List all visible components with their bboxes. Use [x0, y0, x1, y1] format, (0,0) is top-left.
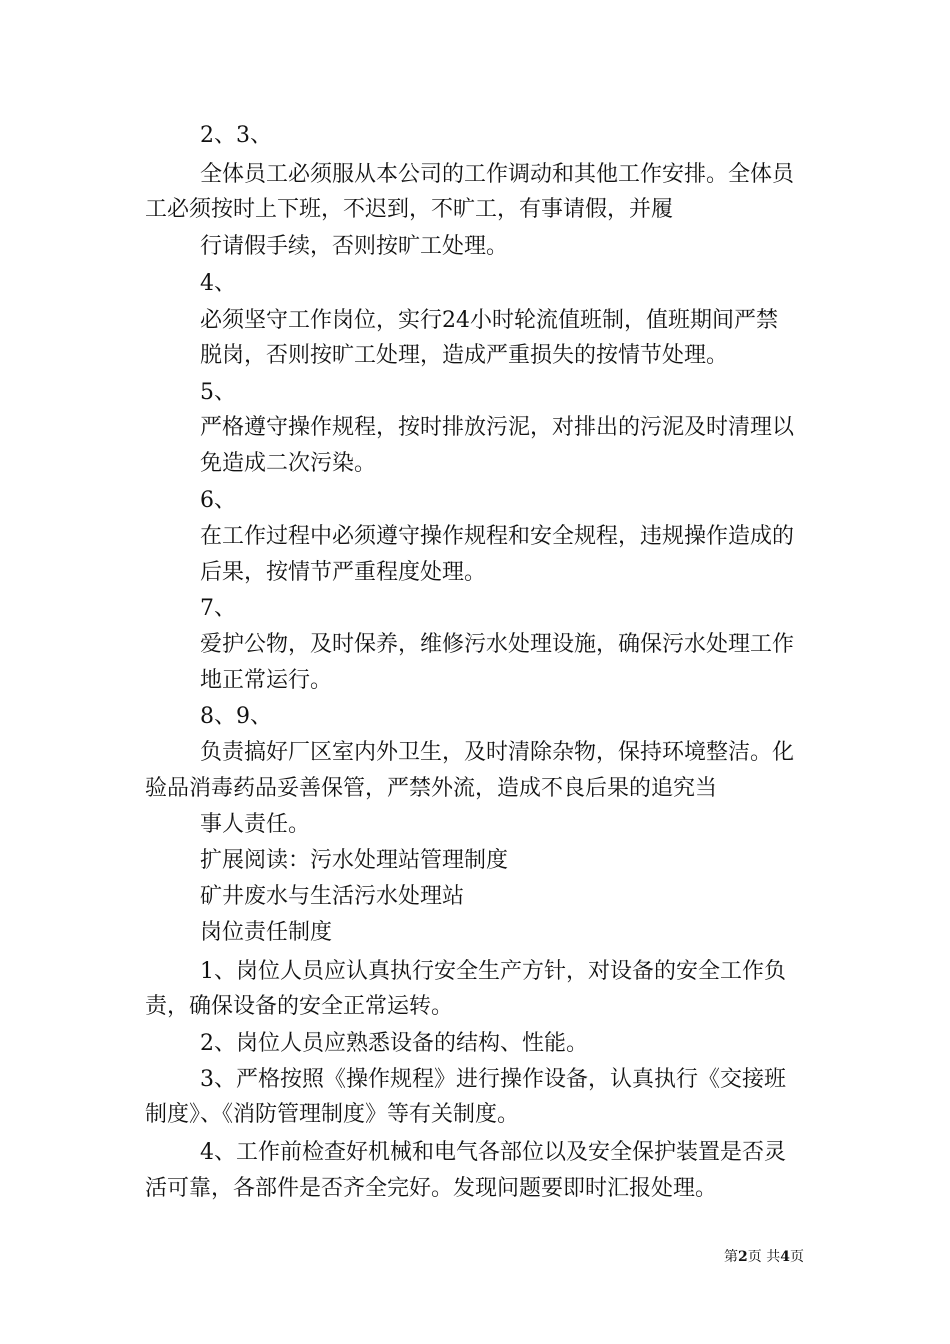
text-line: 脱岗，否则按旷工处理，造成严重损失的按情节处理。 — [200, 343, 729, 368]
footer-total-pages: 4 — [780, 1249, 790, 1265]
text-line: 3、严格按照《操作规程》进行操作设备，认真执行《交接班 — [200, 1067, 786, 1092]
text-line: 验品消毒药品妥善保管，严禁外流，造成不良后果的追究当 — [145, 776, 718, 801]
text-line: 1、岗位人员应认真执行安全生产方针，对设备的安全工作负 — [200, 959, 786, 984]
footer-prefix: 第 — [724, 1249, 738, 1265]
text-line: 活可靠，各部件是否齐全完好。发现问题要即时汇报处理。 — [145, 1176, 718, 1201]
text-line: 全体员工必须服从本公司的工作调动和其他工作安排。全体员 — [200, 162, 795, 187]
text-line: 责，确保设备的安全正常运转。 — [145, 994, 454, 1019]
text-line: 免造成二次污染。 — [200, 451, 377, 476]
text-line: 岗位责任制度 — [200, 920, 333, 945]
text-line: 矿井废水与生活污水处理站 — [200, 884, 465, 909]
page-footer — [724, 1248, 804, 1266]
text-line: 扩展阅读：污水处理站管理制度 — [200, 848, 509, 873]
text-line: 工必须按时上下班，不迟到，不旷工，有事请假，并履 — [145, 197, 674, 222]
text-line: 严格遵守操作规程，按时排放污泥，对排出的污泥及时清理以 — [200, 415, 795, 440]
text-line: 爱护公物，及时保养，维修污水处理设施，确保污水处理工作 — [200, 632, 795, 657]
text-line: 8、9、 — [200, 704, 272, 729]
text-line: 必须坚守工作岗位，实行24小时轮流值班制，值班期间严禁 — [200, 308, 778, 333]
text-line: 7、 — [200, 596, 236, 621]
text-line: 事人责任。 — [200, 812, 311, 837]
text-line: 6、 — [200, 488, 236, 513]
footer-middle: 页 共 — [747, 1249, 781, 1265]
text-line: 5、 — [200, 380, 236, 405]
footer-current-page: 2 — [738, 1249, 748, 1265]
text-line: 后果，按情节严重程度处理。 — [200, 560, 487, 585]
text-line: 4、工作前检查好机械和电气各部位以及安全保护装置是否灵 — [200, 1140, 786, 1165]
text-line: 地正常运行。 — [200, 668, 333, 693]
text-line: 2、3、 — [200, 123, 272, 148]
footer-suffix: 页 — [789, 1249, 804, 1265]
text-line: 行请假手续，否则按旷工处理。 — [200, 234, 509, 259]
text-line: 4、 — [200, 271, 236, 296]
text-line: 制度》、《消防管理制度》等有关制度。 — [145, 1102, 520, 1127]
text-line: 在工作过程中必须遵守操作规程和安全规程，违规操作造成的 — [200, 524, 795, 549]
text-line: 2、岗位人员应熟悉设备的结构、性能。 — [200, 1031, 588, 1056]
text-line: 负责搞好厂区室内外卫生，及时清除杂物，保持环境整洁。化 — [200, 740, 795, 765]
